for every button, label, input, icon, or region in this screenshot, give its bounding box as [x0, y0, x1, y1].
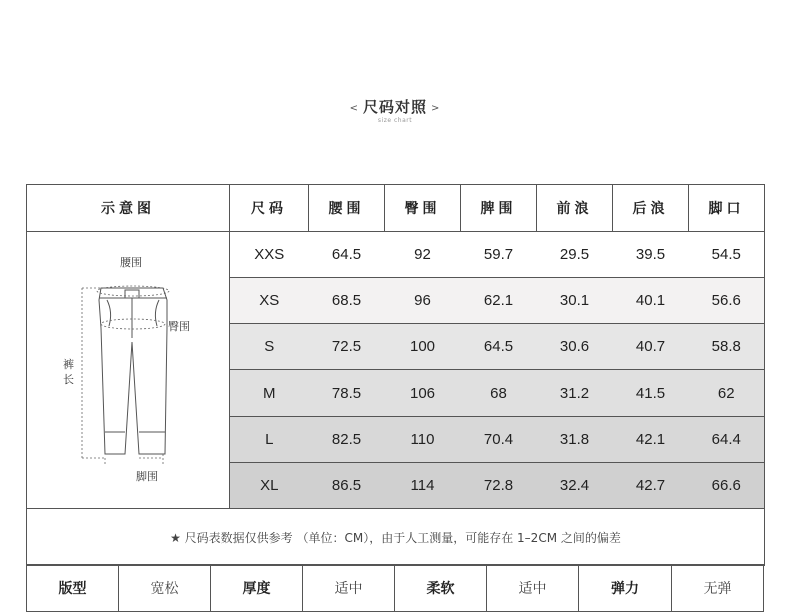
size-cell: XS [230, 278, 309, 324]
value-cell: 30.6 [537, 324, 613, 370]
value-cell: 40.1 [613, 278, 689, 324]
size-table [26, 184, 765, 566]
value-cell: 30.1 [537, 278, 613, 324]
value-cell: 82.5 [309, 416, 385, 462]
value-cell: 59.7 [461, 232, 537, 278]
attr-key-thickness: 厚度 [211, 565, 303, 612]
value-cell: 100 [385, 324, 461, 370]
value-cell: 110 [385, 416, 461, 462]
attributes-row [27, 565, 764, 612]
value-cell: 58.8 [689, 324, 765, 370]
value-cell: 72.5 [309, 324, 385, 370]
note-row [27, 509, 765, 566]
value-cell: 32.4 [537, 462, 613, 508]
col-header-hip: 臀围 [385, 185, 461, 232]
value-cell: 114 [385, 462, 461, 508]
value-cell: 62 [689, 370, 765, 416]
attr-key-stretch: 弹力 [579, 565, 672, 612]
size-cell: S [230, 324, 309, 370]
size-cell: XL [230, 462, 309, 508]
value-cell: 41.5 [613, 370, 689, 416]
col-header-hem: 脚口 [689, 185, 765, 232]
value-cell: 68 [461, 370, 537, 416]
size-cell: XXS [230, 232, 309, 278]
attr-value-fit: 宽松 [119, 565, 211, 612]
col-header-diagram: 示意图 [27, 185, 230, 232]
col-header-back-rise: 后浪 [613, 185, 689, 232]
title-text: 尺码对照 [362, 98, 427, 116]
chart-header [0, 96, 790, 124]
attr-value-thickness: 适中 [303, 565, 395, 612]
value-cell: 72.8 [461, 462, 537, 508]
table-row [27, 232, 765, 278]
attr-value-stretch: 无弹 [672, 565, 764, 612]
right-arrow-decoration: > [431, 103, 441, 114]
col-header-front-rise: 前浪 [537, 185, 613, 232]
measurement-note: ★ 尺码表数据仅供参考 （单位：CM），由于人工测量，可能存在 1–2CM 之间的偏差 [27, 509, 765, 566]
value-cell: 39.5 [613, 232, 689, 278]
attr-value-softness: 适中 [487, 565, 579, 612]
value-cell: 31.2 [537, 370, 613, 416]
length-label-2: 长 [63, 374, 74, 386]
hem-label: 脚围 [136, 471, 158, 483]
size-cell: M [230, 370, 309, 416]
value-cell: 64.5 [461, 324, 537, 370]
value-cell: 64.5 [309, 232, 385, 278]
value-cell: 66.6 [689, 462, 765, 508]
attributes-table [26, 564, 764, 612]
attr-key-fit: 版型 [27, 565, 119, 612]
length-label-1: 裤 [63, 359, 74, 371]
col-header-waist: 腰围 [309, 185, 385, 232]
col-header-thigh: 脾围 [461, 185, 537, 232]
size-table-header-row [27, 185, 765, 232]
value-cell: 42.7 [613, 462, 689, 508]
page-title [0, 96, 790, 117]
value-cell: 62.1 [461, 278, 537, 324]
value-cell: 106 [385, 370, 461, 416]
value-cell: 92 [385, 232, 461, 278]
waist-label: 腰围 [120, 257, 142, 269]
value-cell: 31.8 [537, 416, 613, 462]
value-cell: 70.4 [461, 416, 537, 462]
value-cell: 54.5 [689, 232, 765, 278]
value-cell: 29.5 [537, 232, 613, 278]
value-cell: 86.5 [309, 462, 385, 508]
col-header-size: 尺码 [230, 185, 309, 232]
page-subtitle: size chart [377, 117, 413, 124]
value-cell: 64.4 [689, 416, 765, 462]
size-cell: L [230, 416, 309, 462]
pants-diagram-cell [27, 232, 230, 509]
value-cell: 40.7 [613, 324, 689, 370]
value-cell: 42.1 [613, 416, 689, 462]
value-cell: 96 [385, 278, 461, 324]
left-arrow-decoration: < [349, 103, 359, 114]
value-cell: 78.5 [309, 370, 385, 416]
pants-diagram-icon [27, 232, 229, 508]
value-cell: 56.6 [689, 278, 765, 324]
value-cell: 68.5 [309, 278, 385, 324]
hip-label: 臀围 [168, 321, 190, 333]
attr-key-softness: 柔软 [395, 565, 487, 612]
